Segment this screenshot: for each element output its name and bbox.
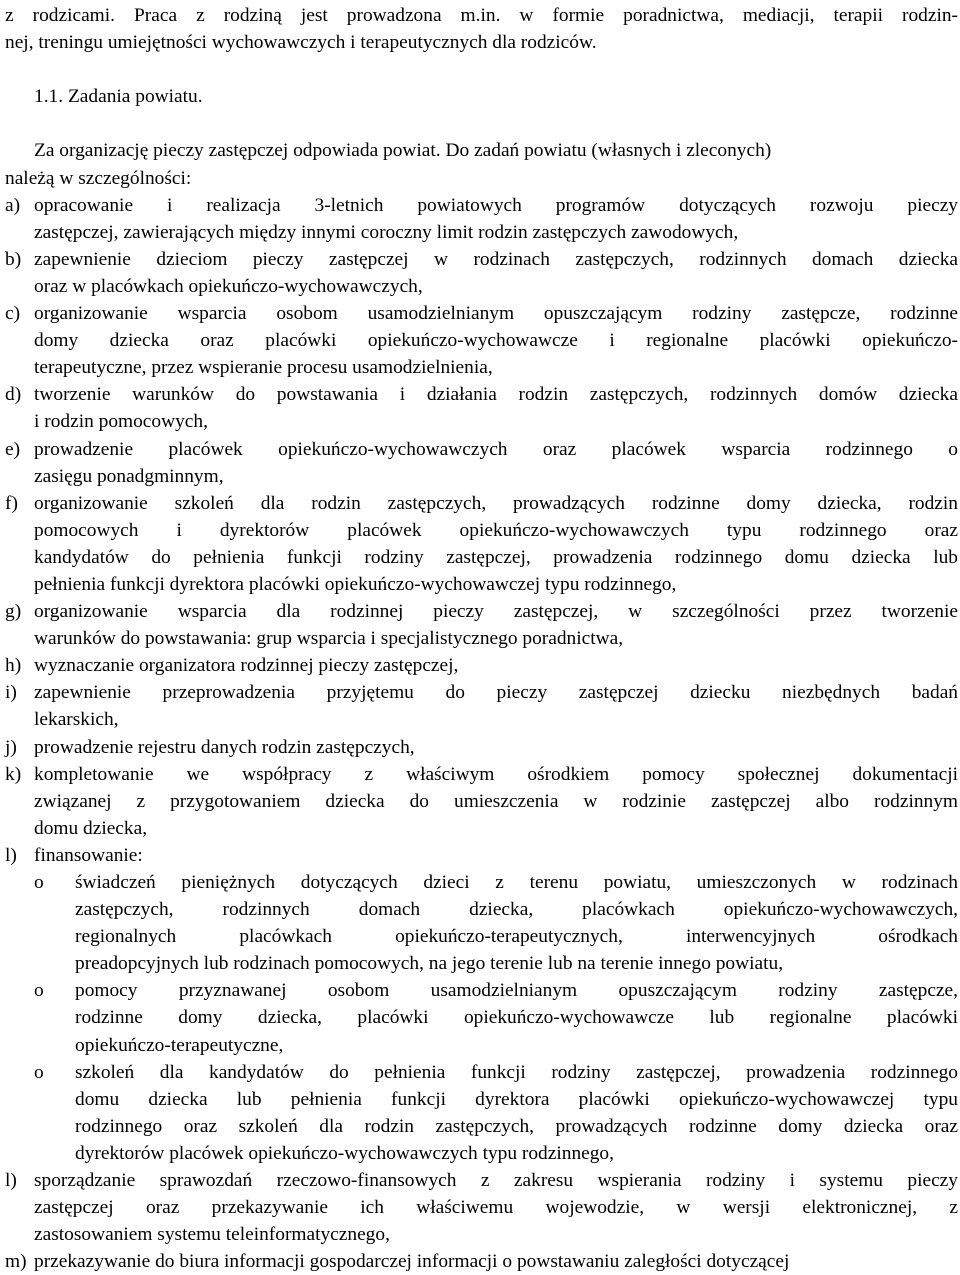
list-item-text: zastępczej, zawierających między innymi coroczny limit rodzin zastępczych zawodowych, bbox=[34, 221, 739, 243]
list-item-line bbox=[5, 192, 958, 219]
list-item-text: tworzenie warunków do powstawania i działania rodzin zastępczych, rodzinnych domów dziecka bbox=[34, 384, 958, 406]
spacer bbox=[5, 110, 958, 137]
list-item-line bbox=[5, 1221, 958, 1248]
list-item-text: i rodzin pomocowych, bbox=[34, 411, 208, 433]
list-marker: i) bbox=[5, 682, 17, 704]
financing-sublist bbox=[5, 869, 958, 1167]
list-item-line bbox=[5, 679, 958, 706]
section-number: 1.1. bbox=[34, 86, 64, 108]
list-item-line bbox=[5, 381, 958, 408]
list-item-text: opracowanie i realizacja 3-letnich powiatowych programów dotyczących rozwoju pieczy bbox=[34, 194, 958, 216]
list-item-text: oraz w placówkach opiekuńczo-wychowawczych, bbox=[34, 275, 423, 297]
list-item-line bbox=[5, 300, 958, 327]
document-page bbox=[5, 2, 958, 1275]
list-item-line bbox=[5, 354, 958, 381]
list-item-line bbox=[5, 1167, 958, 1194]
list-marker: l) bbox=[5, 844, 17, 866]
list-item-text: świadczeń pieniężnych dotyczących dzieci z terenu powiatu, umieszczonych w rodzinach bbox=[75, 872, 958, 893]
list-item bbox=[5, 761, 958, 842]
list-marker: e) bbox=[5, 438, 21, 460]
intro-line: nej, treningu umiejętności wychowawczych i terapeutycznych dla rodziców. bbox=[5, 32, 597, 54]
list-marker: h) bbox=[5, 655, 22, 677]
list-item-text: domy dziecka oraz placówki opiekuńczo-wychowawcze i regionalne placówki opiekuńczo- bbox=[34, 330, 958, 352]
section-heading bbox=[5, 83, 958, 110]
list-item-line bbox=[5, 869, 958, 896]
list-item bbox=[5, 490, 958, 598]
list-marker: b) bbox=[5, 248, 22, 270]
list-item-line bbox=[5, 219, 958, 246]
list-item-line bbox=[5, 815, 958, 842]
list-item-text: pomocy przyznawanej osobom usamodzielnianym opuszczającym rodziny zastępcze, bbox=[75, 980, 958, 1002]
list-item-text: opiekuńczo-terapeutyczne, bbox=[75, 1034, 284, 1056]
list-item-text: zapewnienie przeprowadzenia przyjętemu do pieczy zastępczej dziecku niezbędnych badań bbox=[34, 682, 958, 704]
list-item bbox=[5, 192, 958, 246]
list-item-line bbox=[5, 1248, 958, 1275]
list-marker: m) bbox=[5, 1251, 27, 1273]
list-item bbox=[5, 977, 958, 1058]
list-item bbox=[5, 300, 958, 381]
list-item-line bbox=[5, 625, 958, 652]
list-item-text: regionalnych placówkach opiekuńczo-terapeutycznych, interwencyjnych ośrodkach bbox=[75, 926, 958, 948]
list-item bbox=[5, 652, 958, 679]
list-item-line bbox=[5, 788, 958, 815]
list-item-text: wyznaczanie organizatora rodzinnej pieczy zastępczej, bbox=[34, 655, 459, 677]
list-item bbox=[5, 842, 958, 869]
list-item-text: zapewnienie dzieciom pieczy zastępczej w rodzinach zastępczych, rodzinnych domach dziecka bbox=[34, 248, 958, 270]
list-item-line bbox=[5, 598, 958, 625]
list-marker: a) bbox=[5, 194, 21, 216]
list-item-line bbox=[5, 1140, 958, 1167]
list-item-line bbox=[5, 1032, 958, 1059]
list-item bbox=[5, 1059, 958, 1167]
list-item-line bbox=[5, 436, 958, 463]
list-item bbox=[5, 436, 958, 490]
list-item bbox=[5, 679, 958, 733]
list-item-line bbox=[5, 517, 958, 544]
list-marker: o bbox=[34, 872, 44, 893]
section-title: Zadania powiatu. bbox=[67, 86, 203, 108]
list-item-text: kompletowanie we współpracy z właściwym ośrodkiem pomocy społecznej dokumentacji bbox=[34, 763, 958, 785]
list-item-text: terapeutyczne, przez wspieranie procesu usamodzielnienia, bbox=[34, 357, 493, 379]
list-marker: l) bbox=[5, 1170, 17, 1192]
list-item-line bbox=[5, 408, 958, 435]
list-item-line bbox=[5, 761, 958, 788]
list-item bbox=[5, 381, 958, 435]
list-marker: f) bbox=[5, 492, 18, 514]
list-item-line bbox=[5, 842, 958, 869]
list-marker: o bbox=[34, 980, 44, 1002]
list-item-line bbox=[5, 734, 958, 761]
list-item bbox=[5, 1167, 958, 1248]
list-item-line bbox=[5, 1059, 958, 1086]
intro-line: z rodzicami. Praca z rodziną jest prowadzona m.in. w formie poradnictwa, mediacji, terapii rodzin- bbox=[5, 5, 958, 26]
list-item-text: zasięgu ponadgminnym, bbox=[34, 465, 224, 487]
list-item-line bbox=[5, 1194, 958, 1221]
list-item-line bbox=[5, 706, 958, 733]
list-item-text: organizowanie wsparcia dla rodzinnej pieczy zastępczej, w szczególności przez tworzenie bbox=[34, 601, 958, 623]
list-item bbox=[5, 246, 958, 300]
list-item-text: organizowanie wsparcia osobom usamodzielnianym opuszczającym rodziny zastępcze, rodzinne bbox=[34, 303, 958, 325]
list-item-text: rodzinnego oraz szkoleń dla rodzin zastępczych, prowadzących rodzinne domy dziecka oraz bbox=[75, 1115, 958, 1137]
list-item-text: finansowanie: bbox=[34, 844, 143, 866]
list-item-line bbox=[5, 1113, 958, 1140]
list-item-text: sporządzanie sprawozdań rzeczowo-finansowych z zakresu wspierania rodziny i systemu pieczy bbox=[34, 1170, 958, 1192]
list-item-text: lekarskich, bbox=[34, 709, 119, 731]
task-list bbox=[5, 192, 958, 869]
list-item-text: prowadzenie placówek opiekuńczo-wychowawczych oraz placówek wsparcia rodzinnego o bbox=[34, 438, 958, 460]
list-item-text: prowadzenie rejestru danych rodzin zastępczych, bbox=[34, 736, 415, 758]
list-item-text: warunków do powstawania: grup wsparcia i specjalistycznego poradnictwa, bbox=[34, 628, 624, 650]
list-marker: k) bbox=[5, 763, 22, 785]
list-item-text: kandydatów do pełnienia funkcji rodziny zastępczej, prowadzenia rodzinnego domu dziecka lub bbox=[34, 546, 958, 568]
list-item-text: rodzinne domy dziecka, placówki opiekuńczo-wychowawcze lub regionalne placówki bbox=[75, 1007, 958, 1029]
spacer bbox=[5, 56, 958, 83]
list-item bbox=[5, 869, 958, 977]
list-item-line bbox=[5, 977, 958, 1004]
list-item-text: domu dziecka lub pełnienia funkcji dyrektora placówki opiekuńczo-wychowawczej typu bbox=[75, 1088, 958, 1110]
list-item-text: szkoleń dla kandydatów do pełnienia funkcji rodziny zastępczej, prowadzenia rodzinnego bbox=[75, 1061, 958, 1083]
list-item-line bbox=[5, 571, 958, 598]
list-item-line bbox=[5, 463, 958, 490]
list-item-text: pomocowych i dyrektorów placówek opiekuńczo-wychowawczych typu rodzinnego oraz bbox=[34, 519, 958, 541]
list-item-text: przekazywanie do biura informacji gospodarczej informacji o powstawaniu zaległości dotyczącej bbox=[34, 1251, 790, 1273]
task-list-continued bbox=[5, 1167, 958, 1275]
list-marker: c) bbox=[5, 303, 21, 325]
list-marker: o bbox=[34, 1061, 44, 1083]
list-item-line bbox=[5, 1086, 958, 1113]
list-marker: j) bbox=[5, 736, 17, 758]
list-item-text: preadopcyjnych lub rodzinach pomocowych, na jego terenie lub na terenie innego powiatu, bbox=[75, 953, 784, 975]
list-item-line bbox=[5, 896, 958, 923]
list-marker: d) bbox=[5, 384, 22, 406]
list-item bbox=[5, 734, 958, 761]
list-item bbox=[5, 598, 958, 652]
list-item-text: pełnienia funkcji dyrektora placówki opiekuńczo-wychowawczej typu rodzinnego, bbox=[34, 573, 677, 595]
list-marker: g) bbox=[5, 601, 22, 623]
list-item bbox=[5, 1248, 958, 1275]
list-item-text: domu dziecka, bbox=[34, 817, 148, 839]
list-item-text: organizowanie szkoleń dla rodzin zastępczych, prowadzących rodzinne domy dziecka, rodzin bbox=[34, 492, 958, 514]
list-item-text: zastępczej oraz przekazywanie ich właściwemu wojewodzie, w wersji elektronicznej, z bbox=[34, 1197, 958, 1219]
list-item-line bbox=[5, 950, 958, 977]
list-item-text: zastosowaniem systemu teleinformatycznego, bbox=[34, 1224, 390, 1246]
list-item-text: dyrektorów placówek opiekuńczo-wychowawczych typu rodzinnego, bbox=[75, 1142, 614, 1164]
list-item-line bbox=[5, 652, 958, 679]
list-item-line bbox=[5, 273, 958, 300]
list-item-text: związanej z przygotowaniem dziecka do umieszczenia w rodzinie zastępczej albo rodzinnym bbox=[34, 790, 958, 812]
list-item-text: zastępczych, rodzinnych domach dziecka, placówkach opiekuńczo-wychowawczych, bbox=[75, 899, 958, 921]
section-paragraph-line: Za organizację pieczy zastępczej odpowiada powiat. Do zadań powiatu (własnych i zleconych) bbox=[34, 140, 772, 162]
list-item-line bbox=[5, 923, 958, 950]
list-item-line bbox=[5, 1004, 958, 1031]
list-item-line bbox=[5, 544, 958, 571]
list-item-line bbox=[5, 327, 958, 354]
section-paragraph-line: należą w szczególności: bbox=[5, 167, 192, 189]
list-item-line bbox=[5, 490, 958, 517]
list-item-line bbox=[5, 246, 958, 273]
